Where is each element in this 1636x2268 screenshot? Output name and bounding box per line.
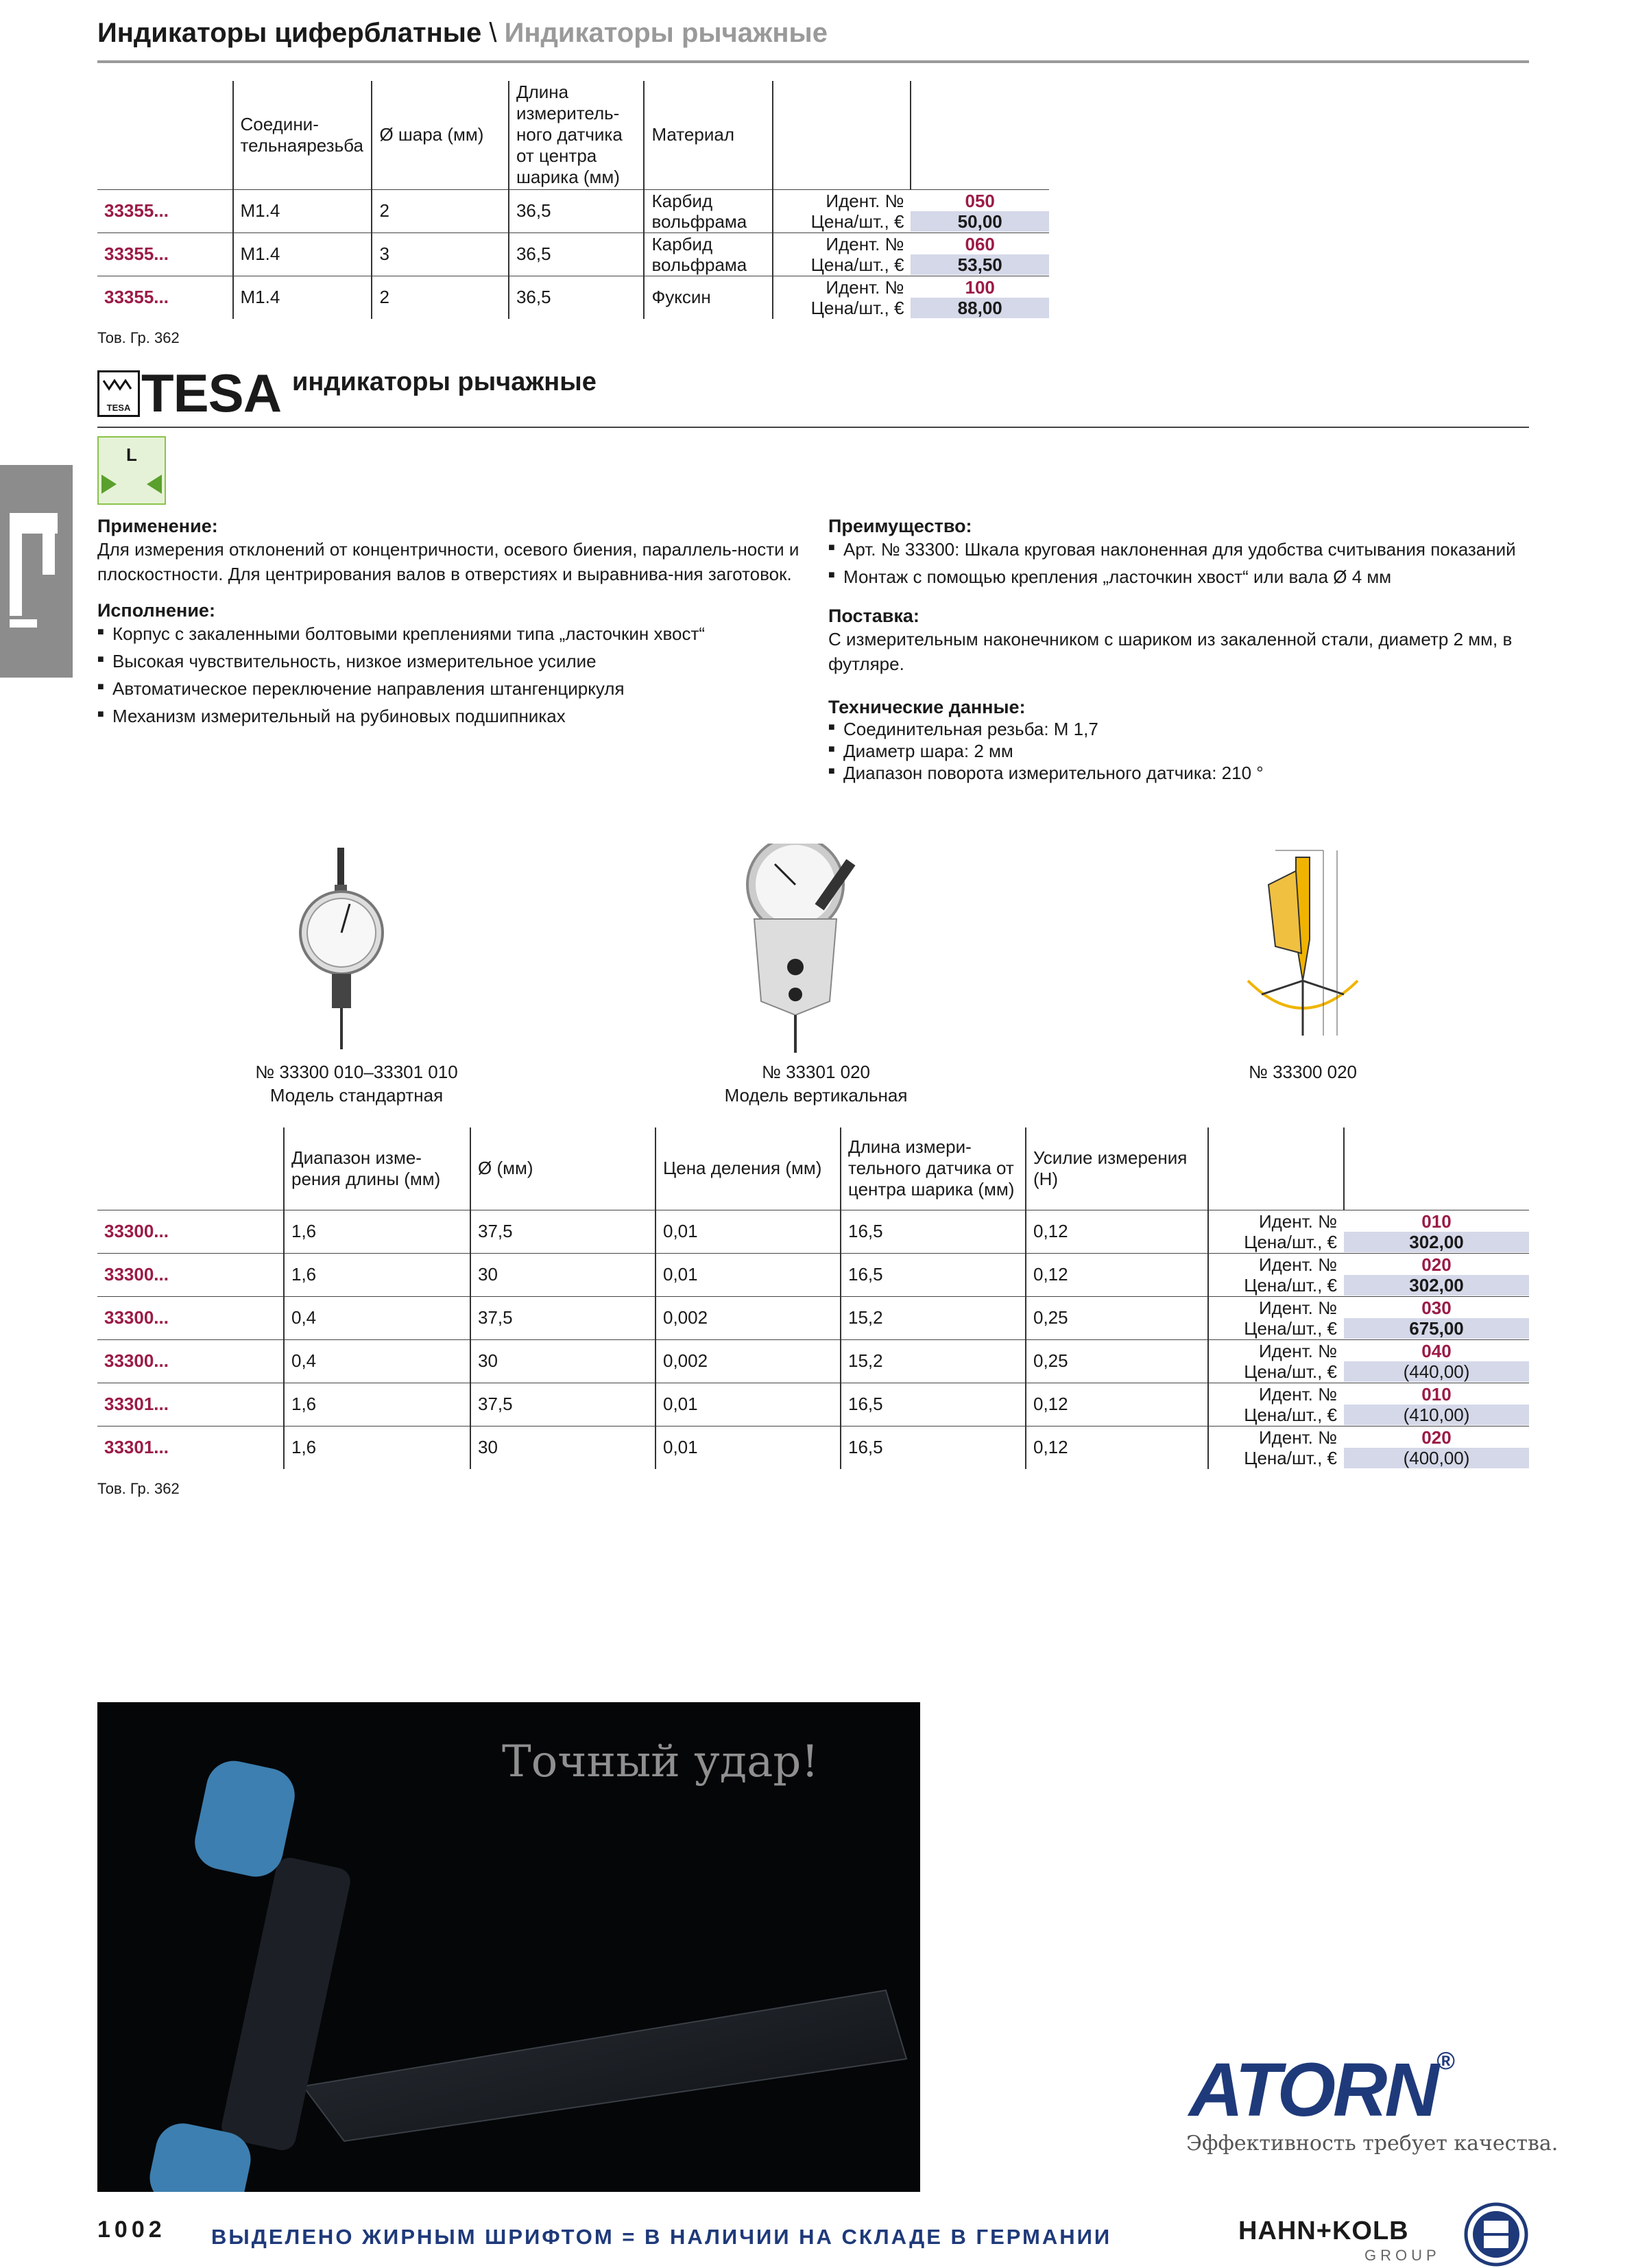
cell-probe-length: 16,5: [841, 1383, 1026, 1426]
id-label: Идент. №: [1258, 1254, 1337, 1275]
execution-list: [97, 621, 804, 728]
page-number: 1002: [97, 2217, 166, 2243]
article-number[interactable]: 33355...: [104, 243, 169, 264]
cell-range: 0,4: [284, 1339, 470, 1383]
col-probe-length: Длина измери-тельного датчика от центра шарика (мм): [841, 1127, 1026, 1210]
list-item: ■ Монтаж с помощью крепления „ласточкин хвост“ или вала Ø 4 мм: [828, 564, 1529, 589]
col-length: Длина измеритель-ного датчика от центра шарика (мм): [509, 81, 645, 189]
cell-probe-length: 16,5: [841, 1210, 1026, 1253]
cell-diameter: 37,5: [470, 1296, 655, 1339]
cell-thread: M1.4: [233, 189, 372, 232]
list-item: ■ Диапазон поворота измерительного датчика: 210 °: [828, 762, 1529, 784]
table-row: [97, 1296, 1529, 1339]
product-table-1: [97, 81, 1049, 319]
label-cell: [1208, 1210, 1344, 1253]
level-badge: [97, 436, 166, 505]
ident-number: 010: [1421, 1210, 1452, 1232]
dial-indicator-vertical-image: [727, 844, 905, 1056]
article-number[interactable]: 33300...: [104, 1221, 169, 1241]
caption-number: № 33300 020: [1248, 1062, 1358, 1082]
id-label: Идент. №: [1258, 1427, 1337, 1448]
cell-ball: 3: [372, 232, 509, 276]
right-column: [828, 516, 1529, 784]
arrows-icon: [99, 465, 165, 503]
price-label: Цена/шт., €: [1244, 1231, 1337, 1252]
cell-division: 0,01: [655, 1253, 841, 1296]
ad-image: [97, 1702, 920, 2192]
list-item: ■ Соединительная резьба: M 1,7: [828, 718, 1529, 740]
cell-length: 36,5: [509, 276, 645, 319]
list-item: ■ Автоматическое переключение направления штангенциркуля: [97, 676, 804, 701]
cell-diameter: 37,5: [470, 1383, 655, 1426]
price-label: Цена/шт., €: [810, 254, 904, 275]
col-ball: Ø шара (мм): [372, 81, 509, 189]
article-number[interactable]: 33300...: [104, 1264, 169, 1285]
id-price-cell: [1344, 1426, 1529, 1469]
caption-number: № 33301 020: [761, 1062, 871, 1082]
id-label: Идент. №: [1258, 1383, 1337, 1405]
cell-division: 0,01: [655, 1383, 841, 1426]
cell-force: 0,25: [1026, 1296, 1208, 1339]
id-price-cell: [911, 189, 1049, 232]
tesa-logo-small: TESA: [106, 403, 131, 413]
dial-indicator-standard-image: [274, 844, 411, 1056]
price-label: Цена/шт., €: [1244, 1274, 1337, 1296]
cell-ball: 2: [372, 189, 509, 232]
product-group-1: Тов. Гр. 362: [97, 329, 180, 346]
col-range: Диапазон изме-рения длины (мм): [284, 1127, 470, 1210]
article-number[interactable]: 33300...: [104, 1307, 169, 1328]
cell-probe-length: 16,5: [841, 1253, 1026, 1296]
cell-probe-length: 16,5: [841, 1426, 1026, 1469]
product-group-2: Тов. Гр. 362: [97, 1480, 180, 1497]
header-rule: [97, 60, 1529, 63]
hk-emblem-icon: [1463, 2201, 1529, 2267]
id-label: Идент. №: [1258, 1210, 1337, 1232]
cell-force: 0,12: [1026, 1210, 1208, 1253]
price: 53,50: [911, 254, 1049, 275]
cell-division: 0,002: [655, 1339, 841, 1383]
table-row: [97, 232, 1049, 276]
atorn-logo: [1189, 2046, 1452, 2134]
atorn-brand: ATORN: [1189, 2048, 1436, 2132]
col-division: Цена деления (мм): [655, 1127, 841, 1210]
col-material: Материал: [644, 81, 772, 189]
header-title: Индикаторы циферблатные: [97, 18, 482, 48]
label-cell: [1208, 1383, 1344, 1426]
hahn-kolb-logo: HAHN+KOLB: [1238, 2217, 1409, 2245]
article-number[interactable]: 33301...: [104, 1437, 169, 1458]
cell-material: Карбид вольфрама: [644, 189, 772, 232]
label-cell: [1208, 1339, 1344, 1383]
cell-force: 0,12: [1026, 1383, 1208, 1426]
ident-number: 060: [965, 233, 995, 254]
list-item: ■ Диаметр шара: 2 мм: [828, 740, 1529, 762]
article-number[interactable]: 33300...: [104, 1350, 169, 1371]
list-item: ■ Механизм измерительный на рубиновых подшипниках: [97, 704, 804, 728]
price-label: Цена/шт., €: [1244, 1404, 1337, 1425]
caption-model: Модель стандартная: [269, 1085, 444, 1106]
ident-number: 100: [965, 276, 995, 298]
ident-number: 040: [1421, 1340, 1452, 1361]
ad-slogan: Точный удар!: [502, 1736, 819, 1787]
ident-number: 010: [1421, 1383, 1452, 1405]
price: 302,00: [1344, 1232, 1529, 1252]
caption-number: № 33300 010–33301 010: [255, 1062, 458, 1082]
table-row: [97, 1253, 1529, 1296]
cell-diameter: 30: [470, 1339, 655, 1383]
advantage-list: [828, 537, 1529, 589]
id-label: Идент. №: [1258, 1340, 1337, 1361]
id-price-cell: [1344, 1383, 1529, 1426]
cell-length: 36,5: [509, 189, 645, 232]
label-cell: [773, 189, 911, 232]
page-header: [97, 18, 828, 49]
ident-number: 050: [965, 190, 995, 211]
id-label: Идент. №: [826, 190, 904, 211]
tesa-brand: TESA: [141, 363, 282, 423]
col-force: Усилие измерения (Н): [1026, 1127, 1208, 1210]
advantage-heading: Преимущество:: [828, 516, 972, 536]
table-row: [97, 1383, 1529, 1426]
cell-force: 0,12: [1026, 1426, 1208, 1469]
label-cell: [1208, 1253, 1344, 1296]
execution-heading: Исполнение:: [97, 600, 215, 621]
id-price-cell: [911, 232, 1049, 276]
label-cell: [1208, 1426, 1344, 1469]
cell-diameter: 37,5: [470, 1210, 655, 1253]
price-label: Цена/шт., €: [1244, 1447, 1337, 1468]
cell-material: Фуксин: [644, 276, 772, 319]
image-caption-vertical: [638, 1060, 994, 1107]
cell-diameter: 30: [470, 1426, 655, 1469]
price-label: Цена/шт., €: [1244, 1361, 1337, 1382]
id-price-cell: [1344, 1253, 1529, 1296]
label-cell: [773, 276, 911, 319]
price: (440,00): [1344, 1361, 1529, 1382]
footer-note: ВЫДЕЛЕНО ЖИРНЫМ ШРИФТОМ = В НАЛИЧИИ НА СКЛАДЕ В ГЕРМАНИИ: [211, 2225, 1112, 2249]
price: 88,00: [911, 298, 1049, 318]
col-thread: Соедини-тельнаярезьба: [233, 81, 372, 189]
id-label: Идент. №: [826, 276, 904, 298]
supply-text: С измерительным наконечником с шариком из закаленной стали, диаметр 2 мм, в футляре.: [828, 629, 1513, 674]
tech-heading: Технические данные:: [828, 697, 1026, 717]
supply-heading: Поставка:: [828, 606, 919, 626]
cell-diameter: 30: [470, 1253, 655, 1296]
cell-thread: M1.4: [233, 276, 372, 319]
cell-force: 0,12: [1026, 1253, 1208, 1296]
atorn-tagline: Эффективность требует качества.: [1186, 2132, 1559, 2156]
caption-model: Модель вертикальная: [724, 1085, 908, 1106]
col-diameter: Ø (мм): [470, 1127, 655, 1210]
side-tab: [0, 465, 73, 678]
price: (410,00): [1344, 1405, 1529, 1425]
price: 675,00: [1344, 1318, 1529, 1339]
ident-number: 020: [1421, 1254, 1452, 1275]
price: 50,00: [911, 211, 1049, 232]
registered-mark: ®: [1436, 2046, 1452, 2075]
article-number[interactable]: 33355...: [104, 200, 169, 221]
cell-range: 1,6: [284, 1426, 470, 1469]
application-text: Для измерения отклонений от концентричности, осевого биения, параллель-ности и плоскостности. Для центрирования валов в отверстиях и выравнива-ния заготовок.: [97, 539, 799, 584]
table-row: [97, 189, 1049, 232]
cell-range: 1,6: [284, 1210, 470, 1253]
article-number[interactable]: 33301...: [104, 1394, 169, 1414]
price: 302,00: [1344, 1275, 1529, 1296]
id-price-cell: [1344, 1210, 1529, 1253]
tesa-section-title: индикаторы рычажные: [292, 368, 597, 396]
image-caption-standard: [178, 1060, 535, 1107]
cell-length: 36,5: [509, 232, 645, 276]
id-price-cell: [911, 276, 1049, 319]
list-item: ■ Арт. № 33300: Шкала круговая наклоненная для удобства считывания показаний: [828, 537, 1529, 562]
header-subtitle: Индикаторы рычажные: [504, 18, 828, 48]
price: (400,00): [1344, 1448, 1529, 1468]
cell-division: 0,01: [655, 1210, 841, 1253]
application-heading: Применение:: [97, 516, 218, 536]
label-cell: [773, 232, 911, 276]
cell-material: Карбид вольфрама: [644, 232, 772, 276]
cell-division: 0,01: [655, 1426, 841, 1469]
header-separator: \: [489, 18, 497, 48]
cell-range: 0,4: [284, 1296, 470, 1339]
price-label: Цена/шт., €: [810, 297, 904, 318]
section-rule: [97, 427, 1529, 428]
price-label: Цена/шт., €: [810, 211, 904, 232]
cell-probe-length: 15,2: [841, 1339, 1026, 1383]
table-row: [97, 276, 1049, 319]
caliper-icon: [0, 465, 73, 678]
tesa-logo-icon: [97, 370, 140, 417]
cell-probe-length: 15,2: [841, 1296, 1026, 1339]
cell-force: 0,25: [1026, 1339, 1208, 1383]
cell-range: 1,6: [284, 1253, 470, 1296]
table-row: [97, 1210, 1529, 1253]
list-item: ■ Высокая чувствительность, низкое измерительное усилие: [97, 649, 804, 673]
price-label: Цена/шт., €: [1244, 1317, 1337, 1339]
table-row: [97, 1426, 1529, 1469]
label-cell: [1208, 1296, 1344, 1339]
image-caption-drawing: [1138, 1060, 1467, 1084]
tech-list: [828, 718, 1529, 784]
list-item: ■ Корпус с закаленными болтовыми креплениями типа „ласточкин хвост“: [97, 621, 804, 646]
technical-drawing-image: [1220, 844, 1385, 1056]
table-row: [97, 1339, 1529, 1383]
id-label: Идент. №: [1258, 1297, 1337, 1318]
cell-thread: M1.4: [233, 232, 372, 276]
cell-ball: 2: [372, 276, 509, 319]
hahn-kolb-group: GROUP: [1364, 2247, 1441, 2264]
left-column: [97, 516, 804, 728]
article-number[interactable]: 33355...: [104, 287, 169, 308]
product-table-2: [97, 1127, 1529, 1469]
id-price-cell: [1344, 1339, 1529, 1383]
ident-number: 020: [1421, 1427, 1452, 1448]
cell-range: 1,6: [284, 1383, 470, 1426]
level-badge-label: L: [126, 444, 137, 465]
ident-number: 030: [1421, 1297, 1452, 1318]
id-label: Идент. №: [826, 233, 904, 254]
id-price-cell: [1344, 1296, 1529, 1339]
cell-division: 0,002: [655, 1296, 841, 1339]
